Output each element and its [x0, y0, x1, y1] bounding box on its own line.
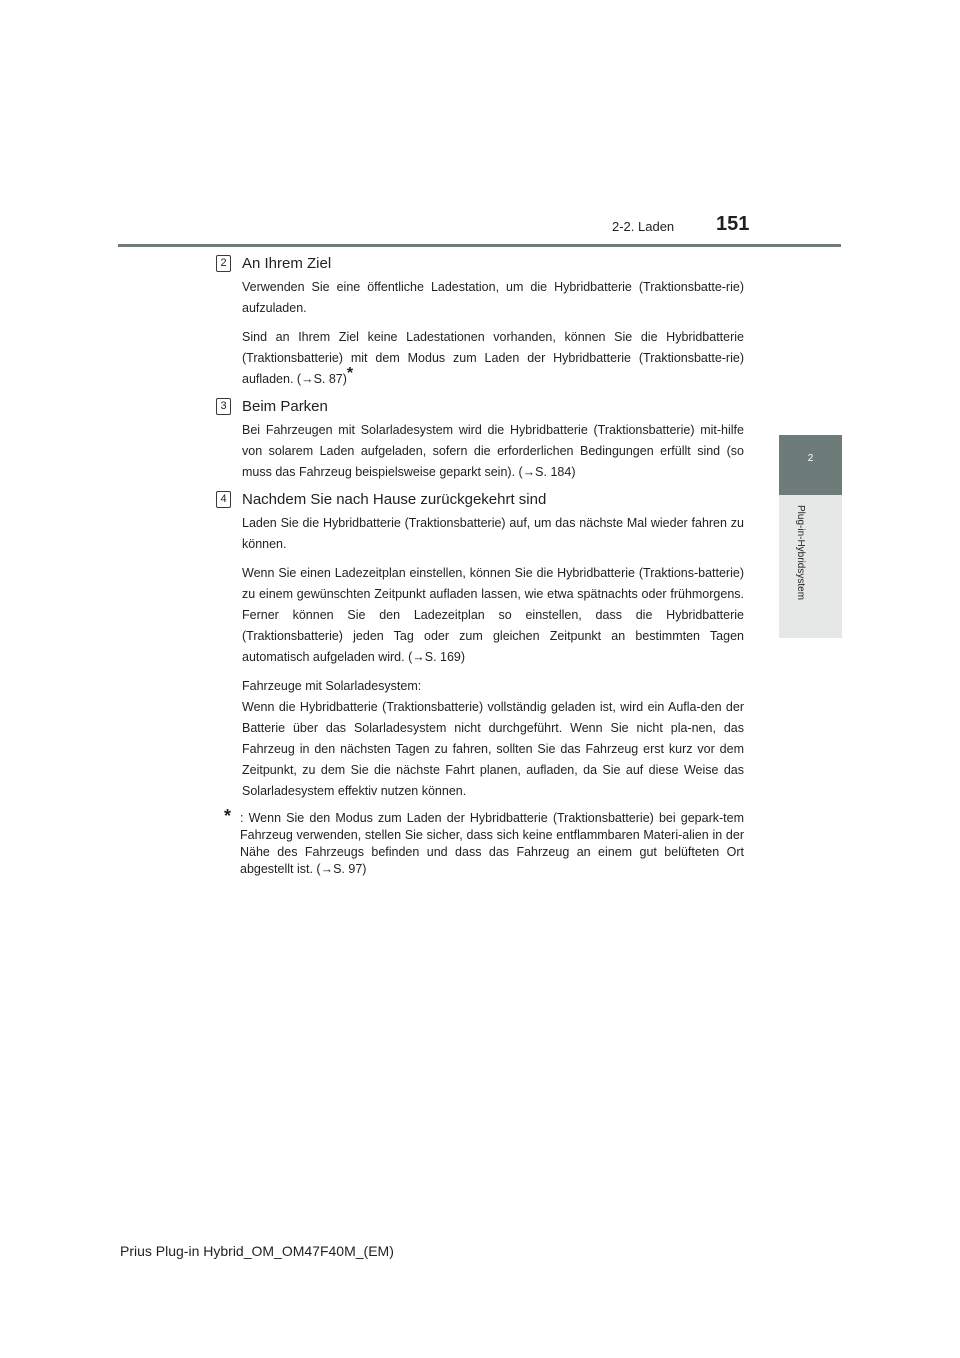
- footnote-mark: *: [224, 806, 232, 826]
- item-paragraph: Wenn Sie einen Ladezeitplan einstellen, können Sie die Hybridbatterie (Traktions-batterie) zu einem gewünschten Zeitpunkt aufladen lassen, wie etwa spätnachts oder frühmorgens. Ferner können Sie den Ladezeitplan so einstellen, dass die Hybridbatterie (Traktionsbatterie) jeden Tag oder zum gleichen Zeitpunkt an bestimmten Tagen automatisch aufgeladen wird. (→S. 169): [242, 566, 744, 664]
- item-paragraph: Sind an Ihrem Ziel keine Ladestationen vorhanden, können Sie die Hybridbatterie (Traktionsbatterie) mit dem Modus zum Laden der Hybridbatterie (Traktionsbatte-rie) aufladen. (→S. 87)*: [242, 330, 744, 386]
- section-title: 2-2. Laden: [612, 219, 675, 234]
- item-number-badge: 4: [216, 491, 231, 508]
- list-item: [216, 398, 746, 483]
- item-title: An Ihrem Ziel: [242, 255, 332, 272]
- item-paragraph: Verwenden Sie eine öffentliche Ladestation, um die Hybridbatterie (Traktionsbatte-rie) aufzuladen.: [242, 280, 744, 315]
- item-number-badge: 3: [216, 398, 231, 415]
- chapter-number: 2: [807, 453, 814, 464]
- chapter-title: Plug-in-Hybridsystem: [795, 505, 806, 601]
- footnote: [224, 806, 744, 878]
- item-paragraph-label: Fahrzeuge mit Solarladesystem:: [242, 679, 422, 693]
- document-id: Prius Plug-in Hybrid_OM_OM47F40M_(EM): [120, 1243, 394, 1259]
- chapter-tab-panel: [779, 495, 842, 638]
- item-title: Nachdem Sie nach Hause zurückgekehrt sind: [242, 491, 547, 508]
- header-rule: [118, 244, 841, 247]
- list-item: [216, 491, 746, 802]
- footnote-marker: *: [346, 364, 354, 382]
- item-paragraph: Laden Sie die Hybridbatterie (Traktionsbatterie) auf, um das nächste Mal wieder fahren zu können.: [242, 516, 744, 551]
- footnote-text: : Wenn Sie den Modus zum Laden der Hybridbatterie (Traktionsbatterie) bei gepark-tem Fahrzeug verwenden, stellen Sie sicher, dass sich keine entflammbaren Materi-alien in der Nähe des Fahrzeugs befinden und dass das Fahrzeug an einem gut belüfteten Ort abgestellt ist. (→S. 97): [240, 811, 744, 876]
- item-title: Beim Parken: [242, 398, 328, 415]
- item-number-badge: 2: [216, 255, 231, 272]
- main-content: [216, 255, 746, 878]
- chapter-tab: [779, 435, 842, 495]
- item-paragraph: Bei Fahrzeugen mit Solarladesystem wird die Hybridbatterie (Traktionsbatterie) mit-hilfe von solarem Laden aufgeladen, sofern die erforderlichen Bedingungen erfüllt sind (so muss das Fahrzeug beispielsweise geparkt sein). (→S. 184): [242, 423, 744, 479]
- page-number: 151: [716, 213, 750, 235]
- item-paragraph: Wenn die Hybridbatterie (Traktionsbatterie) vollständig geladen ist, wird ein Aufla-den der Batterie über das Solarladesystem nicht durchgeführt. Wenn Sie nicht pla-nen, das Fahrzeug in den nächsten Tagen zu fahren, sollten Sie das Fahrzeug erst kurz vor dem Zeitpunkt, zu dem Sie die nächste Fahrt planen, aufladen, da Sie auf diese Weise das Solarladesystem effektiv nutzen können.: [242, 700, 744, 798]
- list-item: [216, 255, 746, 390]
